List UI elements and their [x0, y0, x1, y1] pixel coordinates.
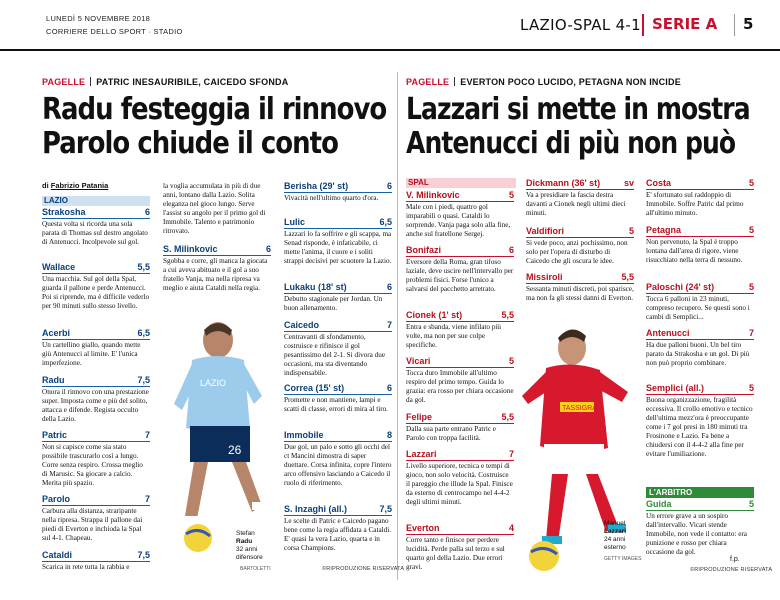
player-comment: Debutto stagionale per Jordan. Un buon allenamento.: [284, 295, 383, 312]
player-comment: Due gol, un palo e sotto gli occhi del ct Mancini dimostra di saper duettare. Corsa infinita, copre l'intero arco offensivo lasciando a Caicedo il ruolo di riferimento.: [284, 443, 392, 487]
player-comment: Entra e sbanda, viene infilato più volte, ma non per sue colpe specifiche.: [406, 323, 502, 349]
headline-line: Parolo chiude il conto: [42, 126, 338, 161]
player-comment: Centravanti di sfondamento, costruisce e rifinisce il gol pesantissimo del 2-1. Si divora due occasioni, ma sta diventando indispensabile.: [284, 333, 386, 377]
player-name: Immobile: [284, 430, 324, 440]
player-rating: [163, 244, 271, 293]
player-comment: Ha due palloni buoni. Un bel tiro parato da Strakosha e un gol. Di più non può proprio combinare.: [646, 341, 750, 367]
player-rating: [526, 226, 634, 266]
header-rule: [0, 49, 780, 51]
referee-vote: 5: [748, 499, 754, 509]
copyright-note: ©RIPRODUZIONE RISERVATA: [322, 566, 405, 572]
player-name: Antenucci: [646, 328, 690, 338]
player-name: S. Inzaghi (all.): [284, 504, 348, 514]
player-rating: [406, 412, 514, 443]
player-comment: Male con i piedi, quattro gol imparabili o quasi. Cataldi lo sorprende. Vanja paga solo alla fine, anche sul fratellone Sergej.: [406, 203, 511, 238]
column-divider: [397, 72, 398, 580]
player-rating: [42, 328, 150, 368]
player-name: Cataldi: [42, 550, 73, 560]
photo-caption: Stefan Radu 32 anni difensore: [236, 530, 263, 561]
player-comment: Le scelte di Patric e Caicedo pagano bene come la regia affidata a Cataldi. E' quasi la vera Lazio, quarta e in corsa Champions.: [284, 517, 392, 552]
issue-date: LUNEDÌ 5 NOVEMBRE 2018: [46, 14, 151, 23]
player-comment: Un cartellino giallo, quando mette giù Antenucci al limite. E' l'unica imperfezione.: [42, 341, 141, 367]
player-rating: [284, 320, 392, 378]
svg-text:LAZIO: LAZIO: [200, 378, 227, 388]
player-name: Vicari: [406, 356, 431, 366]
player-rating: [646, 178, 754, 218]
player-name: Parolo: [42, 494, 71, 504]
player-name: Wallace: [42, 262, 76, 272]
page-header: [0, 0, 780, 44]
player-photo-radu: [160, 316, 275, 556]
header-divider: [734, 14, 735, 36]
player-rating: [42, 262, 150, 311]
player-rating: [406, 190, 514, 239]
player-name: Correa (15' st): [284, 383, 345, 393]
right-kicker: [406, 77, 681, 87]
headline-line: Lazzari si mette in mostra: [406, 92, 750, 127]
player-rating: [406, 245, 514, 294]
player-comment: Scarica in rete tutta la rabbia e: [42, 563, 130, 571]
player-rating: [42, 494, 150, 543]
player-rating: [406, 449, 514, 507]
match-title: LAZIO-SPAL 4-1: [520, 16, 641, 34]
player-rating: [406, 523, 514, 572]
player-name: Paloschi (24' st): [646, 282, 715, 292]
player-rating: [284, 430, 392, 488]
player-rating: [526, 178, 634, 218]
player-vote: 7: [144, 430, 150, 440]
newspaper-name: CORRIERE DELLO SPORT · STADIO: [46, 27, 183, 36]
player-vote: 7: [508, 449, 514, 459]
player-vote: 7,5: [137, 550, 150, 560]
player-vote: 6: [386, 181, 392, 191]
headline-line: Radu festeggia il rinnovo: [42, 92, 387, 127]
player-vote: 6: [144, 207, 150, 217]
player-comment: Non pervenuto, la Spal è troppo lontana dall'area di rigore, viene risucchiato nella terra di nessuno.: [646, 238, 743, 264]
player-vote: 7,5: [379, 504, 392, 514]
player-name: Bonifazi: [406, 245, 441, 255]
byline-author: Fabrizio Patania: [50, 181, 109, 190]
left-headline: [42, 92, 387, 161]
byline: [42, 181, 108, 190]
player-name: Lazzari: [406, 449, 437, 459]
player-vote: 6: [265, 244, 271, 254]
player-comment: Sessanta minuti discreti, poi sparisce, ma non fa gli stessi danni di Everton.: [526, 285, 634, 302]
player-rating: [284, 282, 392, 313]
photo-credit: GETTY IMAGES: [604, 556, 642, 562]
player-comment: Sgobba e corre, gli manca la giocata a cui aveva abituato e il gol a suo fratello Vanja, ma nella ripresa va meglio e aiuta Cataldi nella regia.: [163, 257, 268, 292]
team-header-spal: SPAL: [406, 178, 516, 188]
player-comment: la voglia accumulata in più di due anni, lontano dalla Lazio. Solita eleganza nel gioco lungo. Serve l'assist su angolo per il primo gol di Immobile. Talento e patrimonio ritrovato.: [163, 182, 266, 235]
referee-name: Guida: [646, 499, 672, 509]
player-vote: 5: [748, 178, 754, 188]
player-name: Felipe: [406, 412, 433, 422]
player-rating: [42, 207, 150, 247]
player-vote: 7: [748, 328, 754, 338]
player-rating-continued: [163, 181, 271, 236]
player-comment: Dalla sua parte entrano Patric e Parolo con troppa facilità.: [406, 425, 497, 442]
player-vote: 6,5: [379, 217, 392, 227]
player-name: Cionek (1' st): [406, 310, 463, 320]
player-comment: Carbura alla distanza, straripante nella ripresa. Strappa il pallone dai piedi di Everton e inchioda la Spal sul 4-1. Chapeau.: [42, 507, 143, 542]
player-rating: [42, 375, 150, 424]
left-kicker: [42, 77, 288, 87]
player-name: Semplici (all.): [646, 383, 705, 393]
player-vote: 5: [748, 225, 754, 235]
player-comment: E' sfortunato sul raddoppio di Immobile. Soffre Patric dal primo all'ultimo minuto.: [646, 191, 744, 217]
player-name: Berisha (29' st): [284, 181, 349, 191]
author-initials: f.p.: [730, 556, 740, 563]
player-vote: 6,5: [137, 328, 150, 338]
player-rating: [284, 181, 392, 203]
league-label: SERIE A: [652, 15, 718, 33]
header-divider: [642, 14, 644, 36]
player-comment: Una macchia. Sul gol della Spal, guarda il pallone e perde Antenucci. Poi si riprende, ma è difficile vederlo per 90 minuti sullo stesso livello.: [42, 275, 150, 310]
photo-credit: BARTOLETTI: [240, 566, 271, 572]
headline-line: Antenucci di più non può: [406, 126, 736, 161]
page-number: 5: [743, 15, 754, 33]
player-comment: Buona organizzazione, fragilità eccessiva. Il crollo emotivo e tecnico dell'ultima mezz'ora è preoccupante come i 7 gol presi in 180 minuti tra Frosinone e Lazio. Fa bene a chiudersi con il 4-4-2 alla fine per evitare l'umiliazione.: [646, 396, 753, 458]
player-vote: 6: [386, 383, 392, 393]
kicker-text: EVERTON POCO LUCIDO, PETAGNA NON INCIDE: [460, 77, 681, 87]
player-comment: Lazzari lo fa soffrire e gli scappa, ma Senad risponde, è infaticabile, ci mette l'anima, il cuore e i soliti strappi decisivi per scuotere la Lazio.: [284, 230, 392, 265]
player-vote: 5,5: [501, 310, 514, 320]
player-name: Petagna: [646, 225, 682, 235]
referee-rating: [646, 499, 754, 557]
player-vote: 5: [508, 356, 514, 366]
player-rating: [284, 217, 392, 266]
player-vote: 5: [748, 383, 754, 393]
player-vote: 7,5: [137, 375, 150, 385]
player-rating: [646, 282, 754, 322]
player-comment: Corre tanto e finisce per perdere lucidità. Perde palla sul terzo e sul quarto gol della Lazio. Due errori gravi.: [406, 536, 505, 571]
player-vote: 8: [386, 430, 392, 440]
player-rating: [646, 383, 754, 459]
copyright-note: ©RIPRODUZIONE RISERVATA: [690, 567, 773, 573]
player-name: Patric: [42, 430, 68, 440]
player-comment: Tocca 6 palloni in 23 minuti, compreso recupero. Se questi sono i cambi di Semplici...: [646, 295, 750, 321]
player-rating: [646, 328, 754, 368]
player-name: Everton: [406, 523, 440, 533]
player-vote: 7: [144, 494, 150, 504]
right-headline: [406, 92, 750, 161]
player-name: Missiroli: [526, 272, 563, 282]
player-comment: Questa volta si ricorda una sola parata di Thomas sul destro angolato di Antenucci. Incolpevole sul gol.: [42, 220, 148, 246]
player-vote: sv: [623, 178, 634, 188]
player-vote: 5,5: [621, 272, 634, 282]
kicker-label: PAGELLE: [406, 77, 450, 87]
kicker-text: PATRIC INESAURIBILE, CAICEDO SFONDA: [96, 77, 289, 87]
player-vote: 5,5: [501, 412, 514, 422]
photo-caption: Manuel Lazzari 24 anni esterno: [604, 520, 627, 551]
player-name: Caicedo: [284, 320, 320, 330]
player-name: Radu: [42, 375, 65, 385]
player-comment: Promette e non mantiene, lampi e scatti di classe, errori di mira al tiro.: [284, 396, 388, 413]
referee-header: L'ARBITRO: [646, 487, 754, 498]
player-comment: Livello superiore, tecnica e tempi di gioco, non solo velocità. Costruisce il pareggio che illude la Spal. Finisce da esterno di centrocampo nel 4-4-2 degli ultimi minuti.: [406, 462, 513, 506]
player-rating: [42, 430, 150, 488]
player-vote: 5: [748, 282, 754, 292]
player-rating: [526, 272, 634, 303]
player-rating: [284, 383, 392, 414]
player-name: Lukaku (18' st): [284, 282, 347, 292]
player-name: Acerbi: [42, 328, 71, 338]
player-vote: 4: [508, 523, 514, 533]
byline-prefix: di: [42, 181, 49, 190]
player-rating: [284, 504, 392, 553]
player-name: Strakosha: [42, 207, 86, 217]
kicker-label: PAGELLE: [42, 77, 86, 87]
player-rating: [646, 225, 754, 265]
svg-text:TASSIGRAM: TASSIGRAM: [562, 405, 603, 412]
player-name: V. Milinkovic: [406, 190, 460, 200]
player-vote: 6: [508, 245, 514, 255]
player-comment: Non si capisce come sia stato possibile trascurarlo così a lungo. Corre senza respiro. Crossa meglio di Marusic. Sa giocare a calcio. Merita più spazio.: [42, 443, 143, 487]
player-name: S. Milinkovic: [163, 244, 218, 254]
player-comment: Onora il rinnovo con una prestazione super. Imposta come e più del solito, attacca e difende. Regista occulto della Lazio.: [42, 388, 149, 423]
player-comment: Va a presidiare la fascia destra davanti a Cionek negli ultimi dieci minuti.: [526, 191, 626, 217]
team-header-lazio: LAZIO: [42, 196, 150, 206]
player-rating: [406, 356, 514, 405]
player-name: Valdifiori: [526, 226, 565, 236]
player-comment: Vivacità nell'ultimo quarto d'ora.: [284, 194, 379, 202]
player-name: Lulic: [284, 217, 306, 227]
player-vote: 5: [628, 226, 634, 236]
player-comment: Si vede poco, anzi pochissimo, non solo per l'opera di disturbo di Caicedo che gli oscura le idee.: [526, 239, 628, 265]
player-name: Dickmann (36' st): [526, 178, 601, 188]
player-vote: 6: [386, 282, 392, 292]
player-comment: Eversore della Roma, gran tifoso laziale, deve uscire nell'intervallo per problemi fisici. Forse l'unico a salvarsi del pacchetto arretrato.: [406, 258, 514, 293]
player-vote: 7: [386, 320, 392, 330]
player-rating: [42, 550, 150, 572]
player-vote: 5,5: [137, 262, 150, 272]
player-name: Costa: [646, 178, 672, 188]
player-rating: [406, 310, 514, 350]
svg-text:26: 26: [228, 443, 242, 457]
player-comment: Tocca duro Immobile all'ultimo respiro del primo tempo. Guida lo grazia: era rosso per chiara occasione da gol.: [406, 369, 514, 404]
player-vote: 5: [508, 190, 514, 200]
referee-comment: Un errore grave a un sospiro dall'intervallo. Vicari stende Immobile, non vede il contatto: era punizione e rosso per chiara occasione da gol.: [646, 512, 747, 556]
